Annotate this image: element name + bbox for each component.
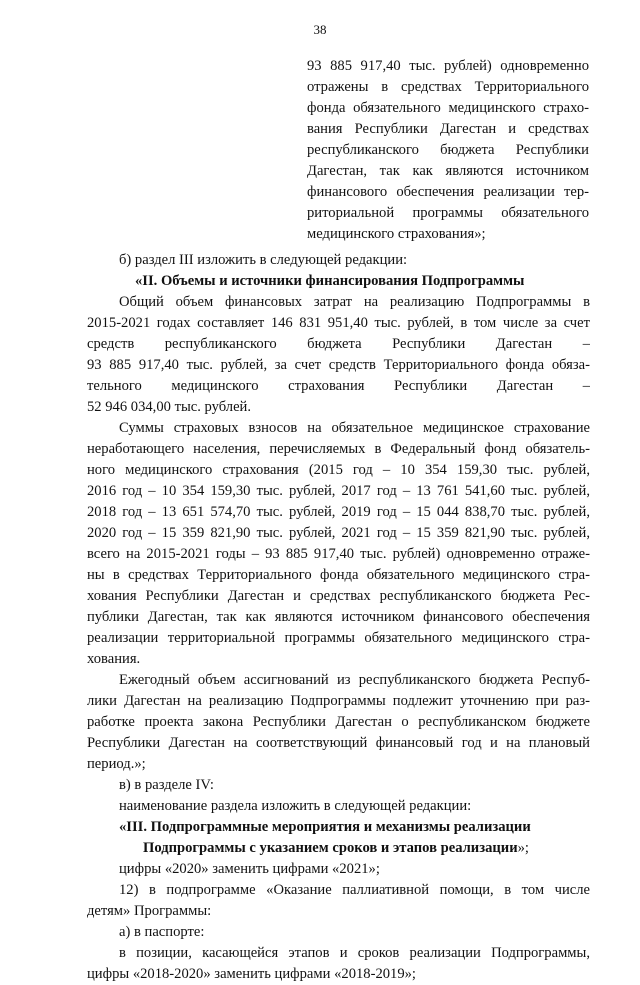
text-line: 93 885 917,40 тыс. рублей) одновременно [307,58,589,74]
text-line: вания Республики Дагестан и средствах [307,121,589,137]
para1-line: Общий объем финансовых затрат на реализацию Подпрограммы в [119,294,590,310]
para1-line: 93 885 917,40 тыс. рублей, за счет средств Территориального фонда обяза- [87,357,590,373]
text-line: республиканского бюджета Республики [307,142,589,158]
section-heading-2: «III. Подпрограммные мероприятия и механизмы реализации [119,819,531,835]
para2-line: неработающего населения, перечисляемых в Федеральный фонд обязатель- [87,441,590,457]
item-v: в) в разделе IV: [119,777,214,793]
heading-tail: »; [517,840,529,856]
item-a-line: в позиции, касающейся этапов и сроков реализации Подпрограммы, [119,945,590,961]
text-line: медицинского страхования»; [307,226,486,242]
para1-line: 2015-2021 годах составляет 146 831 951,40 тыс. рублей, в том числе за счет [87,315,590,331]
para2-line: 2016 год – 10 354 159,30 тыс. рублей, 2017 год – 13 761 541,60 тыс. рублей, [87,483,590,499]
text-line: Дагестан, так как являются источником [307,163,589,179]
text-line: отражены в средствах Территориального [307,79,589,95]
digits-replace: цифры «2020» заменить цифрами «2021»; [119,861,380,877]
para3-line: Ежегодный объем ассигнований из республиканского бюджета Респуб- [119,672,590,688]
item-a-line: цифры «2018-2020» заменить цифрами «2018-2019»; [87,966,416,982]
item12-line: 12) в подпрограмме «Оказание паллиативной помощи, в том числе [119,882,590,898]
para1-line: средств республиканского бюджета Республики Дагестан – [87,336,590,352]
para2-line: хования Республики Дагестан и средствах республиканского бюджета Рес- [87,588,590,604]
text-line: риториальной программы обязательного [307,205,589,221]
para3-line: лики Дагестан на реализацию Подпрограммы подлежит уточнению при раз- [87,693,590,709]
para1-line: 52 946 034,00 тыс. рублей. [87,399,252,415]
para2-line: ны в средствах Территориального фонда обязательного медицинского стра- [87,567,590,583]
para3-line: период.»; [87,756,146,772]
para2-line: реализации территориальной программы обязательного медицинского стра- [87,630,590,646]
item-a: а) в паспорте: [119,924,205,940]
item-b: б) раздел III изложить в следующей редакции: [119,252,408,268]
page-number: 38 [313,22,327,37]
para1-line: тельного медицинского страхования Республики Дагестан – [87,378,590,394]
text-line: фонда обязательного медицинского страхо- [307,100,589,116]
main-text [87,250,590,985]
para2-line: всего на 2015-2021 годы – 93 885 917,40 тыс. рублей) одновременно отраже- [87,546,590,562]
section-heading-2-cont: Подпрограммы с указанием сроков и этапов реализации»; [143,840,529,856]
para2-line: хования. [87,651,141,667]
para2-line: 2018 год – 13 651 574,70 тыс. рублей, 2019 год – 15 044 838,70 тыс. рублей, [87,504,590,520]
item-v-text: наименование раздела изложить в следующей редакции: [119,798,472,814]
para3-line: работке проекта закона Республики Дагестан о республиканском бюджете [87,714,590,730]
para2-line: ного медицинского страхования (2015 год – 10 354 159,30 тыс. рублей, [87,462,590,478]
para3-line: Республики Дагестан на соответствующий финансовый год и на плановый [87,735,590,751]
section-heading: «II. Объемы и источники финансирования Подпрограммы [135,273,525,289]
para2-line: публики Дагестан, так как являются источником финансового обеспечения [87,609,590,625]
para2-line: 2020 год – 15 359 821,90 тыс. рублей, 2021 год – 15 359 821,90 тыс. рублей, [87,525,590,541]
item12-line: детям» Программы: [87,903,212,919]
quote-continuation [307,56,589,245]
text-line: финансового обеспечения реализации тер- [307,184,589,200]
para2-line: Суммы страховых взносов на обязательное медицинское страхование [119,420,590,436]
